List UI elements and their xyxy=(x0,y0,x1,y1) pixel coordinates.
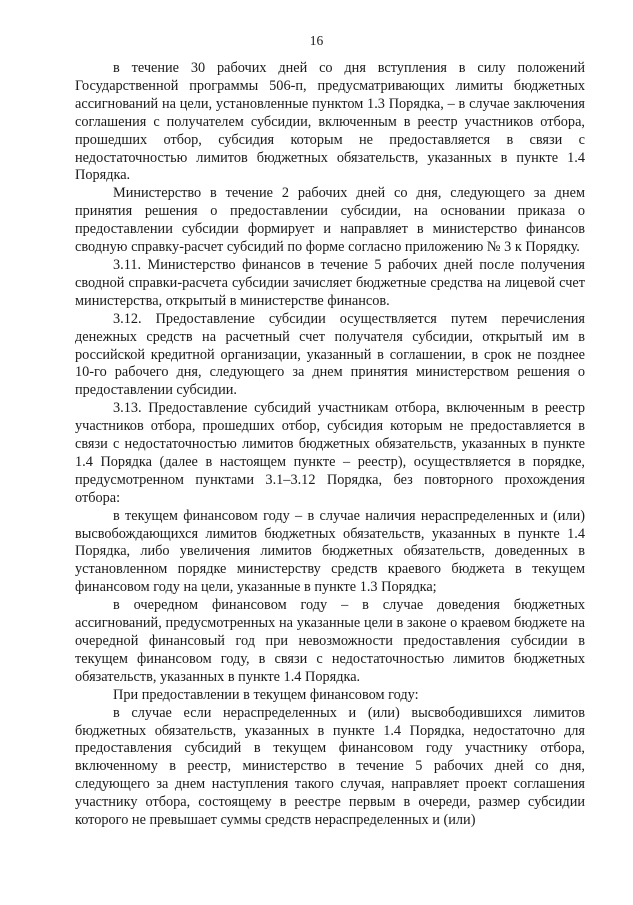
paragraph: в текущем финансовом году – в случае наличия нераспределенных и (или) высвобождающихся лимитов бюджетных обязательств, указанных в пункте 1.4 Порядка, либо увеличения лимитов бюджетных обязательств, доведенных в установленном порядке министерству средств краевого бюджета в текущем финансовом году на цели, указанные в пункте 1.3 Порядка; xyxy=(75,507,585,596)
paragraph-3-13: 3.13. Предоставление субсидий участникам отбора, включенным в реестр участников отбора, прошедших отбор, субсидия которым не предоставляется в связи с недостаточностью лимитов бюджетных обязательств, указанных в пункте 1.4 Порядка (далее в настоящем пункте – реестр), осуществляется в порядке, предусмотренном пунктами 3.1–3.12 Порядка, без повторного прохождения отбора: xyxy=(75,400,585,506)
document-body xyxy=(75,60,585,830)
paragraph-3-12: 3.12. Предоставление субсидии осуществляется путем перечисления денежных средств на расчетный счет получателя субсидии, открытый им в российской кредитной организации, указанный в соглашении, в срок не позднее 10-го рабочего дня, следующего за днем принятия министерством решения о предоставлении субсидии. xyxy=(75,310,585,399)
paragraph-3-11: 3.11. Министерство финансов в течение 5 рабочих дней после получения сводной справки-расчета субсидии зачисляет бюджетные средства на лицевой счет министерства, открытый в министерстве финансов. xyxy=(75,256,585,309)
paragraph: Министерство в течение 2 рабочих дней со дня, следующего за днем принятия решения о предоставлении субсидии, на основании приказа о предоставлении субсидии формирует и направляет в министерство финансов сводную справку-расчет субсидий по форме согласно приложению № 3 к Порядку. xyxy=(75,185,585,256)
paragraph: При предоставлении в текущем финансовом году: xyxy=(113,686,419,703)
paragraph: в очередном финансовом году – в случае доведения бюджетных ассигнований, предусмотренных на указанные цели в законе о краевом бюджете на очередной финансовый год при невозможности предоставления субсидии в текущем финансовом году, в связи с недостаточностью лимитов бюджетных обязательств, указанных в пункте 1.4 Порядка. xyxy=(75,597,585,685)
paragraph: в течение 30 рабочих дней со дня вступления в силу положений Государственной программы 506-п, предусматривающих лимиты бюджетных ассигнований на цели, установленные пунктом 1.3 Порядка, – в случае заключения соглашения с получателем субсидии, включенным в реестр участников отбора, прошедших отбор, субсидия которым не предоставляется в связи с недостаточностью лимитов бюджетных обязательств, указанных в пункте 1.4 Порядка. xyxy=(75,60,585,184)
page-number: 16 xyxy=(309,33,324,48)
paragraph: в случае если нераспределенных и (или) высвободившихся лимитов бюджетных обязательств, указанных в пункте 1.4 Порядка, недостаточно для предоставления субсидий в текущем финансовом году участнику отбора, включенному в реестр, министерство в течение 5 рабочих дней со дня, следующего за днем наступления такого случая, направляет проект соглашения участнику отбора, состоящему в реестре первым в очереди, размер субсидии которого не превышает суммы средств нераспределенных и (или) xyxy=(75,704,585,829)
